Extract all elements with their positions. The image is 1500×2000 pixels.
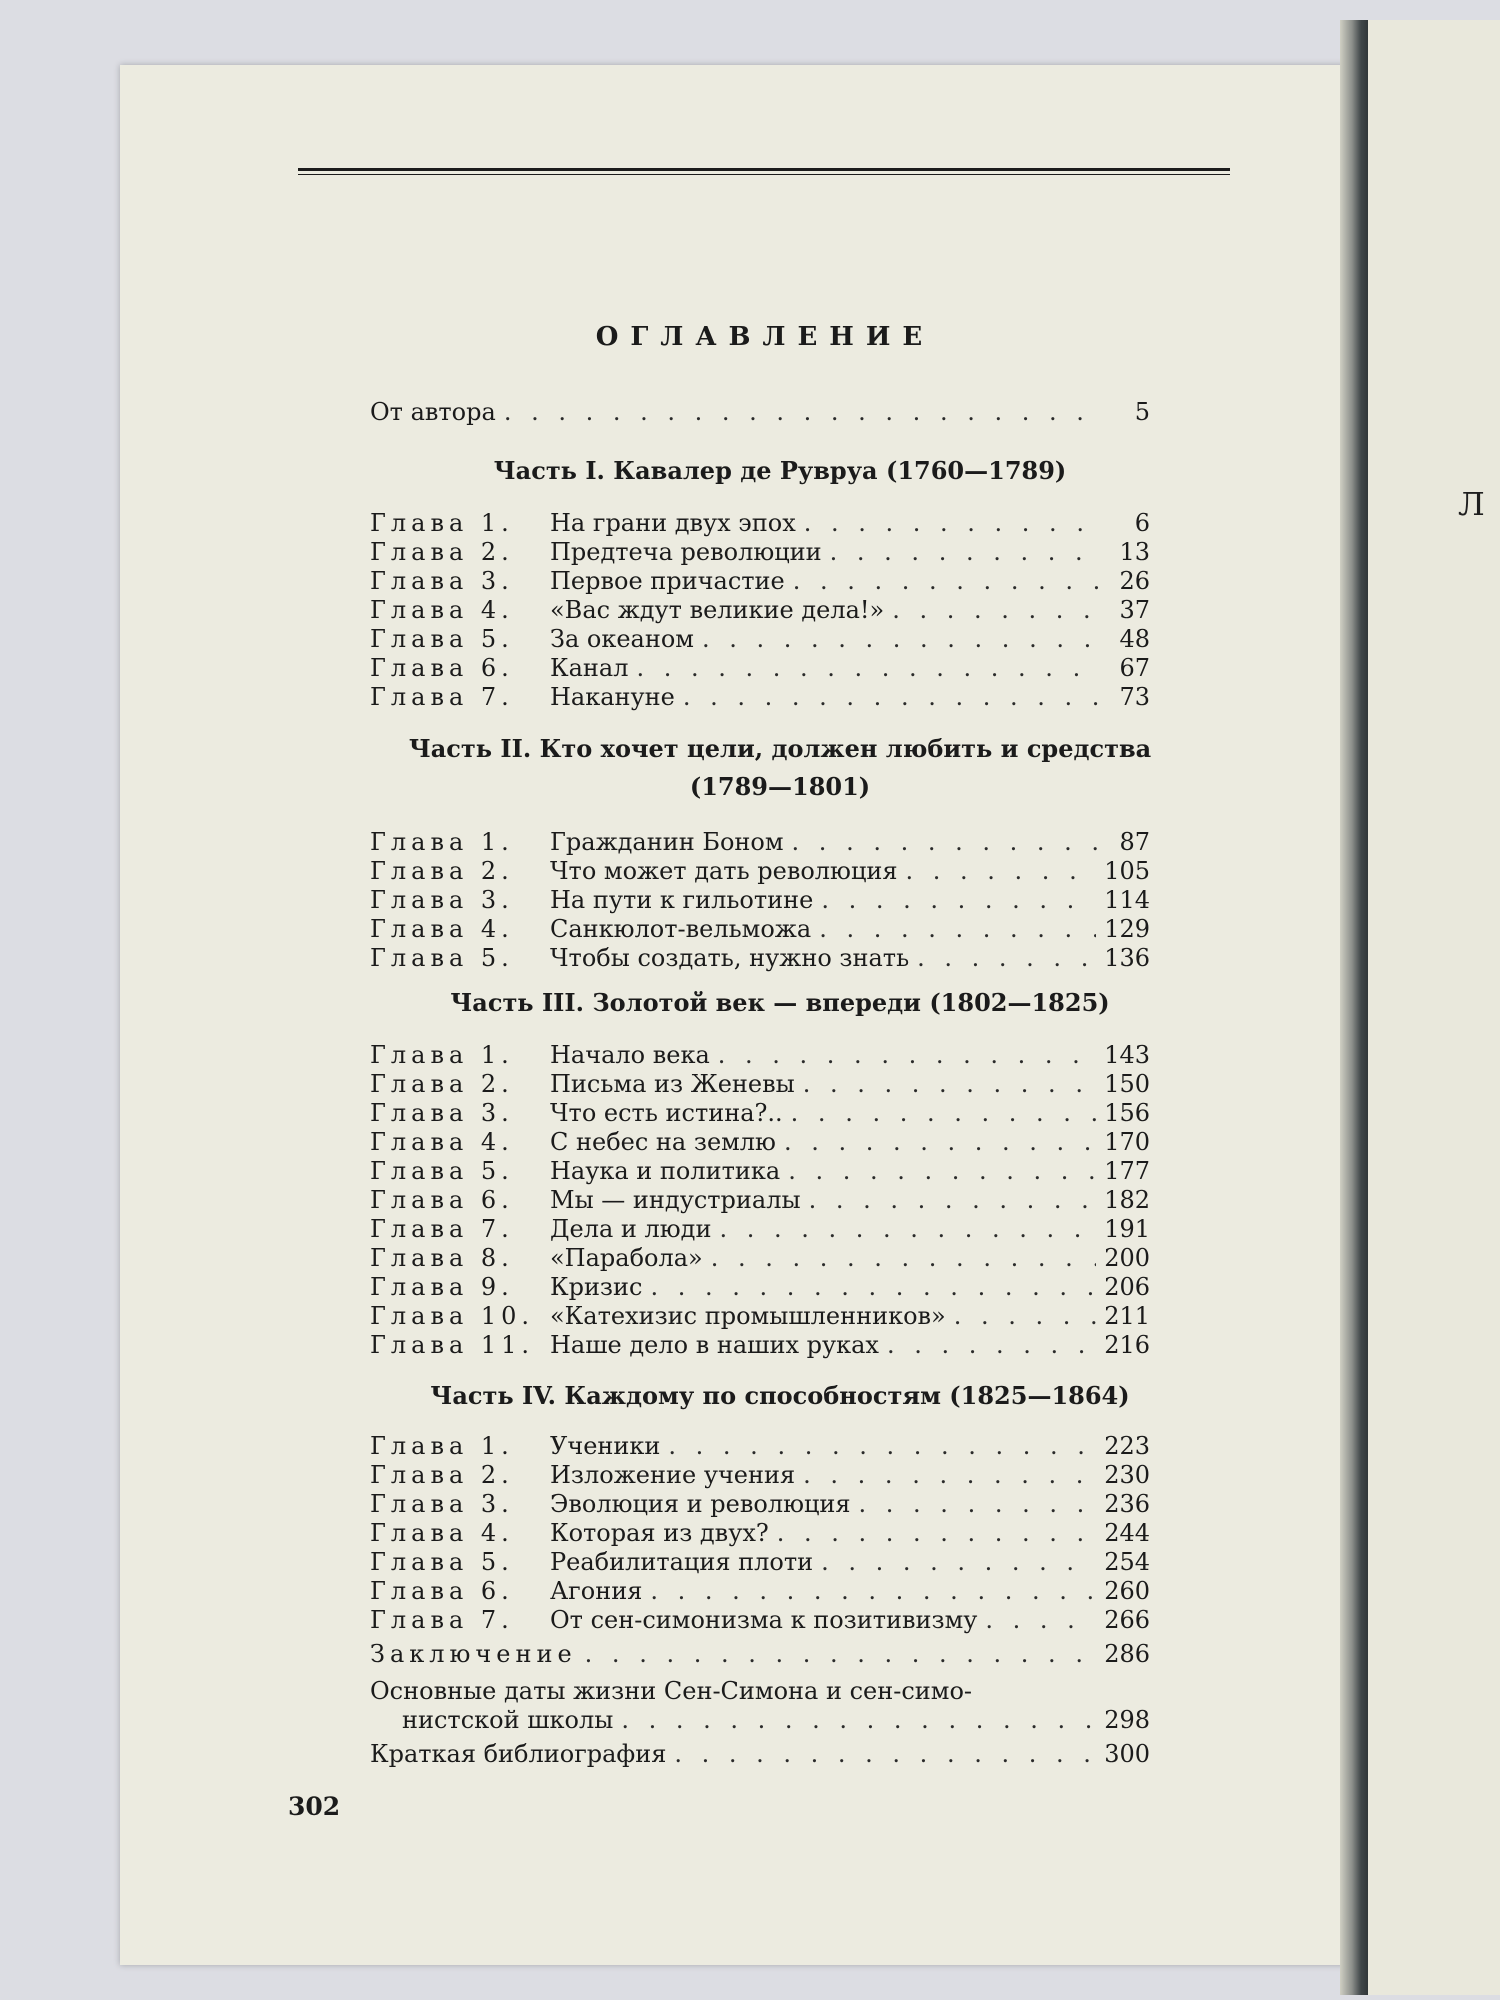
chapter-number: Глава 9. xyxy=(370,1273,514,1301)
chapter-number: Глава 5. xyxy=(370,1157,514,1185)
leader-dots xyxy=(636,654,1098,683)
leader-dots xyxy=(809,1186,1097,1215)
chapter-title: За океаном xyxy=(550,625,694,653)
chapter-page: 254 xyxy=(1104,1548,1150,1576)
chapter-page: 216 xyxy=(1104,1331,1150,1359)
chapter-page: 170 xyxy=(1104,1128,1150,1156)
chapter-number: Глава 5. xyxy=(370,944,514,972)
chapter-entry[interactable] xyxy=(370,654,1150,683)
chapter-entry[interactable] xyxy=(370,1273,1150,1302)
leader-dots xyxy=(906,857,1097,886)
leader-dots xyxy=(650,1577,1096,1606)
chapter-title: Санкюлот-вельможа xyxy=(550,915,812,943)
chapter-title: Наше дело в наших руках xyxy=(550,1331,879,1359)
chapter-number: Глава 1. xyxy=(370,828,514,856)
chapter-entry[interactable] xyxy=(370,915,1150,944)
chapter-title: Начало века xyxy=(550,1041,710,1069)
chapter-page: 26 xyxy=(1119,567,1150,595)
leader-dots xyxy=(804,509,1098,538)
chapter-page: 191 xyxy=(1104,1215,1150,1243)
chapter-page: 266 xyxy=(1104,1606,1150,1634)
chapter-entry[interactable] xyxy=(370,1041,1150,1070)
toc-entry-dates[interactable] xyxy=(370,1706,1150,1735)
leader-dots xyxy=(803,1461,1096,1490)
chapter-entry[interactable] xyxy=(370,1302,1150,1331)
chapter-number: Глава 5. xyxy=(370,625,514,653)
toc-entry-label: Заключение xyxy=(370,1640,577,1668)
leader-dots xyxy=(683,683,1098,712)
chapter-number: Глава 8. xyxy=(370,1244,514,1272)
chapter-entry[interactable] xyxy=(370,538,1150,567)
chapter-number: Глава 4. xyxy=(370,1128,514,1156)
toc-entry-label: Краткая библиография xyxy=(370,1740,667,1768)
chapter-number: Глава 7. xyxy=(370,1215,514,1243)
book-spine xyxy=(1340,20,1370,1995)
toc-entry-label: нистской школы xyxy=(402,1706,614,1734)
leader-dots xyxy=(791,1099,1097,1128)
leader-dots xyxy=(585,1640,1097,1669)
part-heading-1: Часть I. Кавалер де Рувруа (1760—1789) xyxy=(493,456,1067,485)
chapter-page: 206 xyxy=(1104,1273,1150,1301)
chapter-title: Канал xyxy=(550,654,629,682)
chapter-entry[interactable] xyxy=(370,1157,1150,1186)
chapter-title: Что может дать революция xyxy=(550,857,898,885)
chapter-entry[interactable] xyxy=(370,1244,1150,1273)
chapter-title: «Парабола» xyxy=(550,1244,703,1272)
chapter-title: Чтобы создать, нужно знать xyxy=(550,944,910,972)
leader-dots xyxy=(504,398,1098,427)
chapter-number: Глава 7. xyxy=(370,683,514,711)
chapter-number: Глава 2. xyxy=(370,857,514,885)
chapter-page: 211 xyxy=(1104,1302,1150,1330)
chapter-number: Глава 6. xyxy=(370,1577,514,1605)
toc-entry-bibliography[interactable] xyxy=(370,1740,1150,1769)
chapter-entry[interactable] xyxy=(370,567,1150,596)
part-heading-4: Часть IV. Каждому по способностям (1825—1864) xyxy=(430,1381,1130,1410)
chapter-page: 182 xyxy=(1104,1186,1150,1214)
chapter-page: 13 xyxy=(1119,538,1150,566)
leader-dots xyxy=(621,1706,1096,1735)
chapter-number: Глава 7. xyxy=(370,1606,514,1634)
chapter-entry[interactable] xyxy=(370,1461,1150,1490)
chapter-entry[interactable] xyxy=(370,857,1150,886)
chapter-page: 67 xyxy=(1119,654,1150,682)
chapter-entry[interactable] xyxy=(370,1186,1150,1215)
chapter-page: 136 xyxy=(1104,944,1150,972)
chapter-number: Глава 3. xyxy=(370,567,514,595)
chapter-entry[interactable] xyxy=(370,1577,1150,1606)
chapter-page: 156 xyxy=(1104,1099,1150,1127)
chapter-title: Дела и люди xyxy=(550,1215,712,1243)
chapter-entry[interactable] xyxy=(370,828,1150,857)
chapter-page: 73 xyxy=(1119,683,1150,711)
chapter-entry[interactable] xyxy=(370,1519,1150,1548)
leader-dots xyxy=(668,1432,1096,1461)
chapter-number: Глава 6. xyxy=(370,1186,514,1214)
chapter-title: Накануне xyxy=(550,683,675,711)
chapter-page: 230 xyxy=(1104,1461,1150,1489)
header-rule xyxy=(298,168,1230,175)
leader-dots xyxy=(777,1519,1096,1548)
chapter-number: Глава 3. xyxy=(370,1099,514,1127)
toc-entry-conclusion[interactable] xyxy=(370,1640,1150,1669)
leader-dots xyxy=(917,944,1096,973)
chapter-page: 143 xyxy=(1104,1041,1150,1069)
chapter-title: Предтеча революции xyxy=(550,538,822,566)
chapter-page: 244 xyxy=(1104,1519,1150,1547)
chapter-page: 129 xyxy=(1104,915,1150,943)
part-heading-2-years: (1789—1801) xyxy=(689,772,871,801)
part-heading-2: Часть II. Кто хочет цели, должен любить и средства xyxy=(408,734,1152,763)
leader-dots xyxy=(784,1128,1096,1157)
chapter-entry[interactable] xyxy=(370,944,1150,973)
chapter-number: Глава 5. xyxy=(370,1548,514,1576)
chapter-title: Наука и политика xyxy=(550,1157,781,1185)
chapter-page: 150 xyxy=(1104,1070,1150,1098)
chapter-entry[interactable] xyxy=(370,1490,1150,1519)
chapter-title: На грани двух эпох xyxy=(550,509,796,537)
chapter-number: Глава 2. xyxy=(370,1070,514,1098)
page-number: 302 xyxy=(288,1792,341,1821)
chapter-entry[interactable] xyxy=(370,1432,1150,1461)
leader-dots xyxy=(674,1740,1096,1769)
chapter-entry[interactable] xyxy=(370,683,1150,712)
leader-dots xyxy=(718,1041,1096,1070)
chapter-number: Глава 4. xyxy=(370,596,514,624)
chapter-title: На пути к гильотине xyxy=(550,886,814,914)
leader-dots xyxy=(892,596,1098,625)
chapter-title: «Вас ждут великие дела!» xyxy=(550,596,885,624)
leader-dots xyxy=(650,1273,1096,1302)
chapter-entry[interactable] xyxy=(370,1215,1150,1244)
facing-page-letter: Л xyxy=(1458,485,1485,523)
chapter-title: Гражданин Боном xyxy=(550,828,784,856)
chapter-title: Первое причастие xyxy=(550,567,785,595)
leader-dots xyxy=(821,886,1096,915)
chapter-title: Эволюция и революция xyxy=(550,1490,851,1518)
chapter-number: Глава 1. xyxy=(370,509,514,537)
toc-entry-dates-line1[interactable] xyxy=(370,1677,1150,1706)
chapter-number: Глава 10. xyxy=(370,1302,535,1330)
chapter-title: Письма из Женевы xyxy=(550,1070,795,1098)
chapter-number: Глава 1. xyxy=(370,1041,514,1069)
chapter-title: Реабилитация плоти xyxy=(550,1548,814,1576)
leader-dots xyxy=(711,1244,1096,1273)
toc-entry-label: От автора xyxy=(370,398,496,426)
chapter-title: Агония xyxy=(550,1577,643,1605)
leader-dots xyxy=(985,1606,1096,1635)
leader-dots xyxy=(859,1490,1097,1519)
leader-dots xyxy=(719,1215,1096,1244)
leader-dots xyxy=(702,625,1098,654)
chapter-page: 114 xyxy=(1104,886,1150,914)
toc-entry-page: 286 xyxy=(1104,1640,1150,1668)
leader-dots xyxy=(803,1070,1096,1099)
chapter-entry[interactable] xyxy=(370,1128,1150,1157)
chapter-entry[interactable] xyxy=(370,625,1150,654)
chapter-number: Глава 1. xyxy=(370,1432,514,1460)
chapter-entry[interactable] xyxy=(370,1606,1150,1635)
chapter-title: Которая из двух? xyxy=(550,1519,769,1547)
leader-dots xyxy=(954,1302,1096,1331)
facing-page xyxy=(1368,20,1500,1995)
chapter-title: «Катехизис промышленников» xyxy=(550,1302,946,1330)
chapter-entry[interactable] xyxy=(370,886,1150,915)
chapter-page: 177 xyxy=(1104,1157,1150,1185)
toc-entry-intro[interactable] xyxy=(370,398,1150,427)
chapter-title: Мы — индустриалы xyxy=(550,1186,801,1214)
part-heading-3: Часть III. Золотой век — впереди (1802—1825) xyxy=(450,988,1110,1017)
chapter-page: 6 xyxy=(1134,509,1150,537)
toc-entry-page: 298 xyxy=(1104,1706,1150,1734)
leader-dots xyxy=(887,1331,1096,1360)
leader-dots xyxy=(830,538,1098,567)
leader-dots xyxy=(788,1157,1096,1186)
chapter-number: Глава 4. xyxy=(370,915,514,943)
chapter-entry[interactable] xyxy=(370,1331,1150,1360)
toc-entry-page: 5 xyxy=(1134,398,1150,426)
leader-dots xyxy=(819,915,1096,944)
chapter-entry[interactable] xyxy=(370,509,1150,538)
leader-dots xyxy=(821,1548,1096,1577)
chapter-entry[interactable] xyxy=(370,1099,1150,1128)
toc-entry-label: Основные даты жизни Сен-Симона и сен-симо- xyxy=(370,1677,973,1705)
chapter-entry[interactable] xyxy=(370,1070,1150,1099)
chapter-number: Глава 6. xyxy=(370,654,514,682)
chapter-entry[interactable] xyxy=(370,596,1150,625)
chapter-title: Ученики xyxy=(550,1432,661,1460)
chapter-page: 260 xyxy=(1104,1577,1150,1605)
chapter-page: 223 xyxy=(1104,1432,1150,1460)
chapter-title: От сен-симонизма к позитивизму xyxy=(550,1606,978,1634)
chapter-title: С небес на землю xyxy=(550,1128,776,1156)
chapter-number: Глава 3. xyxy=(370,1490,514,1518)
chapter-title: Изложение учения xyxy=(550,1461,796,1489)
chapter-number: Глава 2. xyxy=(370,1461,514,1489)
chapter-page: 236 xyxy=(1104,1490,1150,1518)
chapter-title: Что есть истина?.. xyxy=(550,1099,783,1127)
chapter-page: 37 xyxy=(1119,596,1150,624)
leader-dots xyxy=(792,828,1098,857)
chapter-page: 200 xyxy=(1104,1244,1150,1272)
chapter-page: 48 xyxy=(1119,625,1150,653)
chapter-page: 105 xyxy=(1104,857,1150,885)
chapter-number: Глава 11. xyxy=(370,1331,535,1359)
leader-dots xyxy=(793,567,1098,596)
chapter-number: Глава 2. xyxy=(370,538,514,566)
toc-entry-page: 300 xyxy=(1104,1740,1150,1768)
chapter-title: Кризис xyxy=(550,1273,643,1301)
chapter-page: 87 xyxy=(1119,828,1150,856)
page-title: ОГЛАВЛЕНИЕ xyxy=(595,322,935,352)
chapter-entry[interactable] xyxy=(370,1548,1150,1577)
chapter-number: Глава 4. xyxy=(370,1519,514,1547)
chapter-number: Глава 3. xyxy=(370,886,514,914)
